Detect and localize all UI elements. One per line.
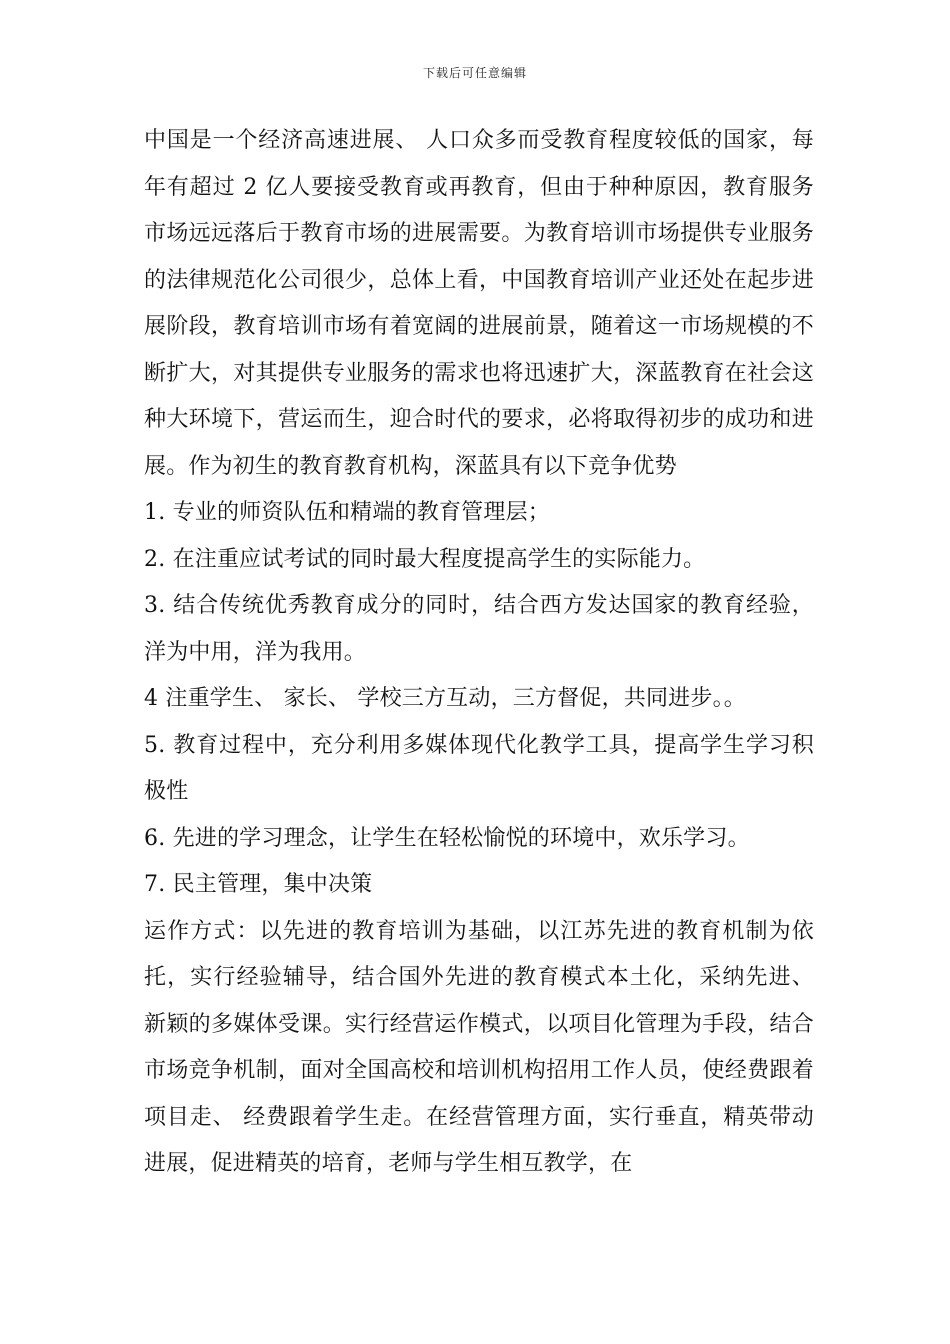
advantage-item-2: 2. 在注重应试考试的同时最大程度提高学生的实际能力。: [144, 546, 706, 572]
advantage-item-1: 1. 专业的师资队伍和精端的教育管理层；: [144, 500, 550, 525]
advantage-item-5: 5. 教育过程中，充分利用多媒体现代化教学工具，提高学生学习积极性: [144, 732, 814, 804]
advantage-item-3: 3. 结合传统优秀教育成分的同时，结合西方发达国家的教育经验，洋为中用，洋为我用。: [144, 593, 814, 665]
intro-paragraph: 中国是一个经济高速进展、 人口众多而受教育程度较低的国家，每年有超过 2 亿人要接受教育或再教育，但由于种种原因，教育服务市场远远落后于教育市场的进展需要。为教育培训市场提供专业服务的法律规范化公司很少，总体上看，中国教育培训产业还处在起步进展阶段，教育培训市场有着宽阔的进展前景，随着这一市场规模的不断扩大，对其提供专业服务的需求也将迅速扩大，深蓝教育在社会这种大环境下，营运而生，迎合时代的要求，必将取得初步的成功和进展。作为初生的教育教育机构，深蓝具有以下竞争优势: [144, 128, 814, 479]
document-body: [144, 118, 814, 1188]
advantage-item-7: 7. 民主管理，集中决策: [144, 872, 373, 897]
page-header: 下载后可任意编辑: [422, 66, 527, 80]
operation-paragraph: 运作方式：以先进的教育培训为基础，以江苏先进的教育机制为依托，实行经验辅导，结合国外先进的教育模式本土化，采纳先进、 新颖的多媒体受课。实行经营运作模式，以项目化管理为手段，结合市场竞争机制，面对全国高校和培训机构招用工作人员，使经费跟着项目走、 经费跟着学生走。在经营管理方面，实行垂直，精英带动进展，促进精英的培育，老师与学生相互教学，在: [144, 918, 814, 1176]
advantage-item-4: 4 注重学生、 家长、 学校三方互动，三方督促，共同进步。。: [144, 686, 746, 711]
advantage-item-6: 6. 先进的学习理念，让学生在轻松愉悦的环境中，欢乐学习。: [144, 825, 750, 851]
